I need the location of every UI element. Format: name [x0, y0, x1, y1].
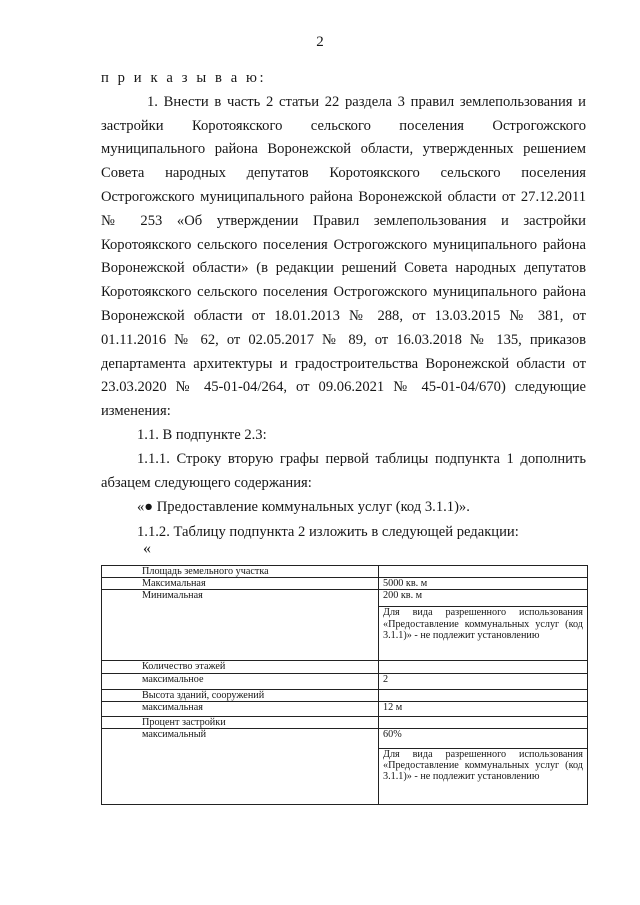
height-max-value: 12 м — [379, 701, 588, 716]
floors-max-label: максимальное — [102, 673, 379, 689]
table-row — [102, 578, 588, 590]
area-min-value: 200 кв. м — [379, 590, 588, 607]
table-row — [102, 566, 588, 578]
quoted-amendment: «● Предоставление коммунальных услуг (код 3.1.1)». — [137, 499, 470, 516]
coverage-max-label: максимальный — [102, 729, 379, 805]
parameters-table — [101, 565, 588, 805]
paragraph-1-1-2: 1.1.2. Таблицу подпункта 2 изложить в следующей редакции: — [137, 524, 519, 541]
table-row — [102, 701, 588, 716]
height-empty-cell — [379, 689, 588, 701]
area-label: Площадь земельного участка — [102, 566, 379, 578]
table-row — [102, 590, 588, 607]
height-label: Высота зданий, сооружений — [102, 689, 379, 701]
area-max-label: Максимальная — [102, 578, 379, 590]
coverage-label: Процент застройки — [102, 716, 379, 728]
paragraph-1-1-1: 1.1.1. Строку вторую графы первой таблицы подпункта 1 дополнить абзацем следующего содержания: — [101, 450, 586, 491]
coverage-note-cell — [379, 749, 588, 805]
floors-label: Количество этажей — [102, 661, 379, 673]
order-heading: п р и к а з ы в а ю: — [101, 70, 267, 86]
paragraph-1: 1. Внести в часть 2 статьи 22 раздела 3 правил землепользования и застройки Коротоякского сельского поселения Острогожского муниципального района Воронежской области, утвержденных решением Совета народных депутатов Коротоякского сельского поселения Острогожского муниципального района Воронежской области от 27.12.2011 № 253 «Об утверждении Правил землепользования и застройки Коротоякского сельского поселения Острогожского муниципального района Воронежской области» (в редакции решений Совета народных депутатов Коротоякского сельского поселения Острогожского муниципального района Воронежской области от 18.01.2013 № 288, от 13.03.2015 № 381, от 01.11.2016 № 62, от 02.05.2017 № 89, от 16.03.2018 № 135, приказов департамента архитектуры и градостроительства Воронежской области от 23.03.2020 № 45-01-04/264, от 09.06.2021 № 45-01-04/670) следующие изменения: — [101, 93, 586, 420]
coverage-empty-cell — [379, 716, 588, 728]
area-max-value: 5000 кв. м — [379, 578, 588, 590]
height-max-label: максимальная — [102, 701, 379, 716]
floors-max-value: 2 — [379, 673, 588, 689]
opening-quote: « — [143, 540, 151, 557]
table-row — [102, 716, 588, 728]
area-min-label: Минимальная — [102, 590, 379, 661]
page-number: 2 — [316, 34, 324, 50]
floors-empty-cell — [379, 661, 588, 673]
paragraph-1-1: 1.1. В подпункте 2.3: — [137, 426, 267, 443]
area-note: Для вида разрешенного использования «Предоставление коммунальных услуг (код 3.1.1)» - не подлежит установлению — [383, 607, 583, 641]
area-empty-cell — [379, 566, 588, 578]
document-body — [101, 67, 586, 545]
table-row — [102, 661, 588, 673]
table-row — [102, 673, 588, 689]
table-row — [102, 729, 588, 749]
table-row — [102, 689, 588, 701]
coverage-max-value: 60% — [379, 729, 588, 749]
area-note-cell — [379, 607, 588, 661]
coverage-note: Для вида разрешенного использования «Предоставление коммунальных услуг (код 3.1.1)» - не подлежит установлению — [383, 749, 583, 783]
